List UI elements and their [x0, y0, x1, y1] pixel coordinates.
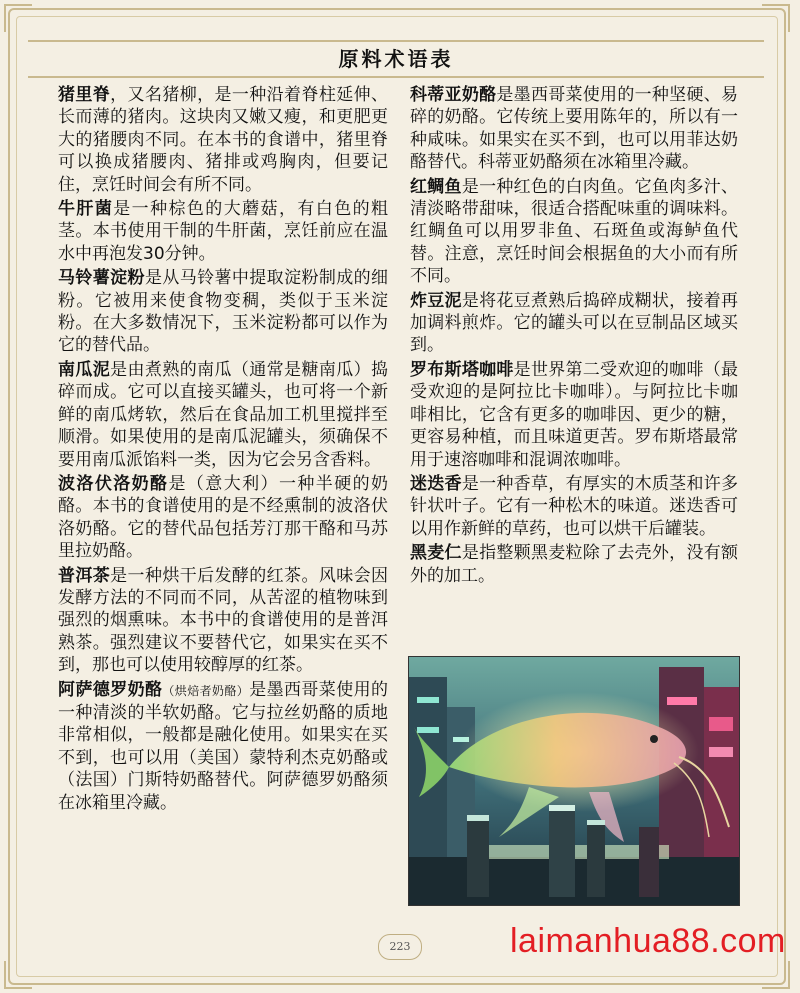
entry-term: 普洱茶 [58, 565, 111, 586]
glossary-entry [410, 473, 738, 540]
entry-term: 迷迭香 [410, 473, 462, 494]
glossary-entry [410, 84, 738, 174]
entry-term: 黑麦仁 [410, 543, 462, 564]
glossary-entry [410, 176, 738, 288]
glossary-entry [410, 359, 738, 471]
entry-term: 罗布斯塔咖啡 [410, 359, 514, 380]
corner-ornament [762, 961, 790, 989]
entry-text: 是世界第二受欢迎的咖啡（最受欢迎的是阿拉比卡咖啡）。与阿拉比卡咖啡相比，它含有更多的咖啡因、更少的糖，更容易种植，而且味道更苦。罗布斯塔最常用于速溶咖啡和混调浓咖啡。 [410, 359, 739, 470]
glossary-entry [58, 84, 388, 196]
corner-ornament [4, 961, 32, 989]
entry-text: 是一种香草，有厚实的木质茎和许多针状叶子。它有一种松木的味道。迷迭香可以用作新鲜的草药，也可以烘干后罐装。 [410, 473, 739, 539]
entry-term: 科蒂亚奶酪 [410, 85, 497, 105]
entry-text: 是指整颗黑麦粒除了去壳外，没有额外的加工。 [410, 543, 739, 586]
entry-term: 南瓜泥 [58, 359, 111, 380]
title-bar [28, 40, 764, 78]
entry-text: 是将花豆煮熟后捣碎成糊状，接着再加调料煎炸。它的罐头可以在豆制品区域买到。 [410, 290, 739, 356]
entry-term: 猪里脊 [58, 85, 111, 105]
entry-term: 牛肝菌 [58, 199, 114, 220]
entry-term: 炸豆泥 [410, 290, 462, 311]
glossary-entry [410, 542, 738, 587]
watermark-text: laimanhua88.com [510, 922, 786, 960]
page-title: 原料术语表 [338, 47, 454, 71]
glossary-entry [58, 359, 388, 471]
corner-ornament [762, 4, 790, 32]
entry-text: 是从马铃薯中提取淀粉制成的细粉。它被用来使食物变稠，类似于玉米淀粉。在大多数情况下，玉米淀粉都可以作为它的替代品。 [58, 268, 389, 356]
page-number: 223 [378, 934, 422, 960]
right-column [410, 84, 738, 589]
entry-text: 是（意大利）一种半硬的奶酪。本书的食谱使用的是不经熏制的波洛伏洛奶酪。它的替代品包括芳汀那干酪和马苏里拉奶酪。 [58, 473, 389, 562]
entry-text: ，又名猪柳，是一种沿着脊柱延伸、长而薄的猪肉。这块肉又嫩又瘦，和更肥更大的猪腰肉不同。在本书的食谱中，猪里脊可以换成猪腰肉、猪排或鸡胸肉，但要记住，烹饪时间会有所不同。 [58, 85, 389, 195]
entry-note: （烘焙者奶酪） [162, 683, 250, 698]
glossary-entry [58, 473, 388, 563]
entry-term: 红鲷鱼 [410, 176, 462, 197]
entry-text: 是一种烘干后发酵的红茶。风味会因发酵方法的不同而不同，从苦涩的植物味到强烈的烟熏味。本书中的食谱使用的是普洱熟茶。强烈建议不要替代它，如果实在买不到，那也可以使用较醇厚的红茶。 [58, 565, 389, 676]
entry-text: 是一种红色的白肉鱼。它鱼肉多汁、清淡略带甜味，很适合搭配味重的调味料。红鲷鱼可以用罗非鱼、石斑鱼或海鲈鱼代替。注意，烹饪时间会根据鱼的大小而有所不同。 [410, 176, 739, 287]
entry-term: 波洛伏洛奶酪 [58, 473, 169, 494]
illustration-fish-city [408, 656, 740, 906]
glossary-entry [58, 267, 388, 357]
glossary-entry [58, 198, 388, 265]
glossary-entry [410, 290, 738, 357]
entry-text: 是一种棕色的大蘑菇，有白色的粗茎。本书使用干制的牛肝菌，烹饪前应在温水中再泡发30分钟。 [58, 199, 389, 264]
entry-text: 是墨西哥菜使用的一种坚硬、易碎的奶酪。它传统上要用陈年的，所以有一种咸味。如果实在买不到，也可以用菲达奶酪替代。科蒂亚奶酪须在冰箱里冷藏。 [410, 85, 739, 173]
glossary-entry [58, 679, 388, 814]
entry-term: 马铃薯淀粉 [58, 268, 145, 289]
entry-text: 是墨西哥菜使用的一种清淡的半软奶酪。它与拉丝奶酪的质地非常相似，一般都是融化使用。如果实在买不到，也可以用（美国）蒙特利杰克奶酪或（法国）门斯特奶酪替代。阿萨德罗奶酪须在冰箱里冷藏。 [58, 679, 388, 813]
entry-text: 是由煮熟的南瓜（通常是糖南瓜）捣碎而成。它可以直接买罐头，也可将一个新鲜的南瓜烤软，然后在食品加工机里搅拌至顺滑。如果使用的是南瓜泥罐头，须确保不要用南瓜派馅料一类，因为它会另含香料。 [58, 359, 389, 470]
entry-term: 阿萨德罗奶酪 [58, 679, 163, 700]
left-column [58, 84, 388, 816]
corner-ornament [4, 4, 32, 32]
glossary-entry [58, 565, 388, 677]
